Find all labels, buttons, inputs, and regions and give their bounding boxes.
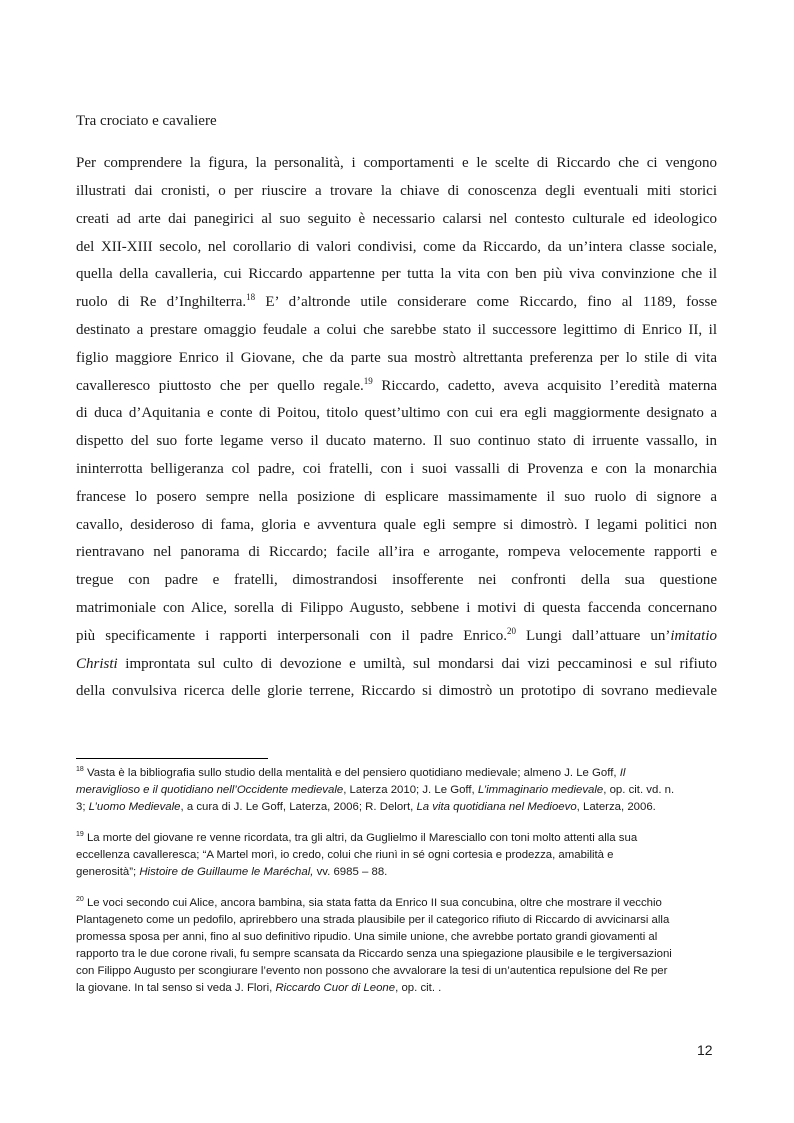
body-line: ininterrotta belligeranza col padre, coi fratelli, con i suoi vassalli di Provenza e con la monarchia (76, 461, 717, 477)
footnote-ref-19[interactable]: 19 (363, 376, 373, 386)
body-line: cavalleresco piuttosto che per quello regale.$^{19}$ Riccardo, cadetto, aveva acquisito l’eredità materna (76, 376, 717, 394)
body-line: Per comprendere la figura, la personalità, i comportamenti e le scelte di Riccardo che ci vengono (76, 155, 717, 171)
page-number: 12 (697, 1042, 713, 1058)
body-line: Christi improntata sul culto di devozione e umiltà, sul mondarsi dai vizi peccaminosi e sul rifiuto (76, 656, 717, 672)
body-line: destinato a prestare omaggio feudale a colui che sarebbe stato il successore legittimo di Enrico II, il (76, 322, 717, 338)
body-line: dispetto del suo forte legame verso il ducato materno. Il suo continuo stato di irruente vassallo, in (76, 433, 717, 449)
body-line: della convulsiva ricerca delle glorie terrene, Riccardo si dimostrò un prototipo di sovrano medievale (76, 683, 717, 699)
body-line: illustrati dai cronisti, o per riuscire a trovare la chiave di conoscenza degli eventuali miti storici (76, 183, 717, 199)
section-heading: Tra crociato e cavaliere (76, 113, 217, 129)
footnote-ref-18[interactable]: 18 (246, 292, 256, 302)
body-line: tregue con padre e fratelli, dimostrandosi insofferente nei confronti della sua questione (76, 572, 717, 588)
body-line: quella della cavalleria, cui Riccardo appartenne per tutta la vita con ben più viva convinzione che il (76, 266, 717, 282)
body-line: creati ad arte dai panegirici al suo seguito è necessario calarsi nel contesto culturale ed ideologico (76, 211, 717, 227)
body-line: rientravano nel panorama di Riccardo; facile all’ira e arrogante, rompeva velocemente rapporti e (76, 544, 717, 560)
footnote-20: $^{20}$ Le voci secondo cui Alice, ancora bambina, sia stata fatta da Enrico II sua concubina, oltre che mostrare il vecchio Plantageneto come un pedofilo, aprirebbero una strada plausibile per il categorico rifiuto di Riccardo di avvicinarsi alla promessa sposa per anni, fino al suo definitivo ripudio. Una simile unione, che avrebbe portato grandi giovamenti al rapporto tra le due corone rivali, fu sempre scansata da Riccardo senza una spiegazione plausibile e le tergiversazioni con Filippo Augusto per scongiurare l’evento non possono che avvalorare la tesi di un’autentica repulsione del Re per la giovane. In tal senso si veda J. Flori, Riccardo Cuor di Leone, op. cit. . (76, 896, 672, 994)
body-line: cavallo, desideroso di fama, gloria e avventura quale egli sempre si dimostrò. I legami politici non (76, 517, 717, 533)
footnote-separator (76, 758, 268, 759)
footnote-18: $^{18}$ Vasta è la bibliografia sullo studio della mentalità e del pensiero quotidiano medievale; almeno J. Le Goff, Il meraviglioso e il quotidiano nell’Occidente medievale, Laterza 2010; J. Le Goff, L’immaginario medievale, op. cit. vd. n. 3; L’uomo Medievale, a cura di J. Le Goff, Laterza, 2006; R. Delort, La vita quotidiana nel Medioevo, Laterza, 2006. (76, 766, 675, 813)
body-line: matrimoniale con Alice, sorella di Filippo Augusto, sebbene i motivi di questa faccenda concernano (76, 600, 717, 616)
body-line: di duca d’Aquitania e conte di Poitou, titolo quest’ultimo con cui era egli maggiormente designato a (76, 405, 717, 421)
footnote-19: $^{19}$ La morte del giovane re venne ricordata, tra gli altri, da Guglielmo il Maresciallo con toni molto attenti alla sua eccellenza cavalleresca; “A Martel morì, io credo, colui che riunì in sé ogni cortesia e prodezza, amabilità e generosità”; Histoire de Guillaume le Maréchal, vv. 6985 – 88. (76, 831, 638, 878)
body-line: più specificamente i rapporti interpersonali con il padre Enrico.$^{20}$ Lungi dall’attuare un’imitatio (76, 626, 717, 644)
footnote-ref-20[interactable]: 20 (506, 626, 516, 636)
body-line: del XII-XIII secolo, nel corollario di valori condivisi, come da Riccardo, da un’intera classe sociale, (76, 239, 717, 255)
body-line: ruolo di Re d’Inghilterra.$^{18}$ E’ d’altronde utile considerare come Riccardo, fino al 1189, fosse (76, 292, 717, 310)
body-line: figlio maggiore Enrico il Giovane, che da parte sua mostrò altrettanta preferenza per lo stile di vita (76, 350, 717, 366)
body-line: francese lo posero sempre nella posizione di esplicare massimamente il suo ruolo di signore a (76, 489, 717, 505)
